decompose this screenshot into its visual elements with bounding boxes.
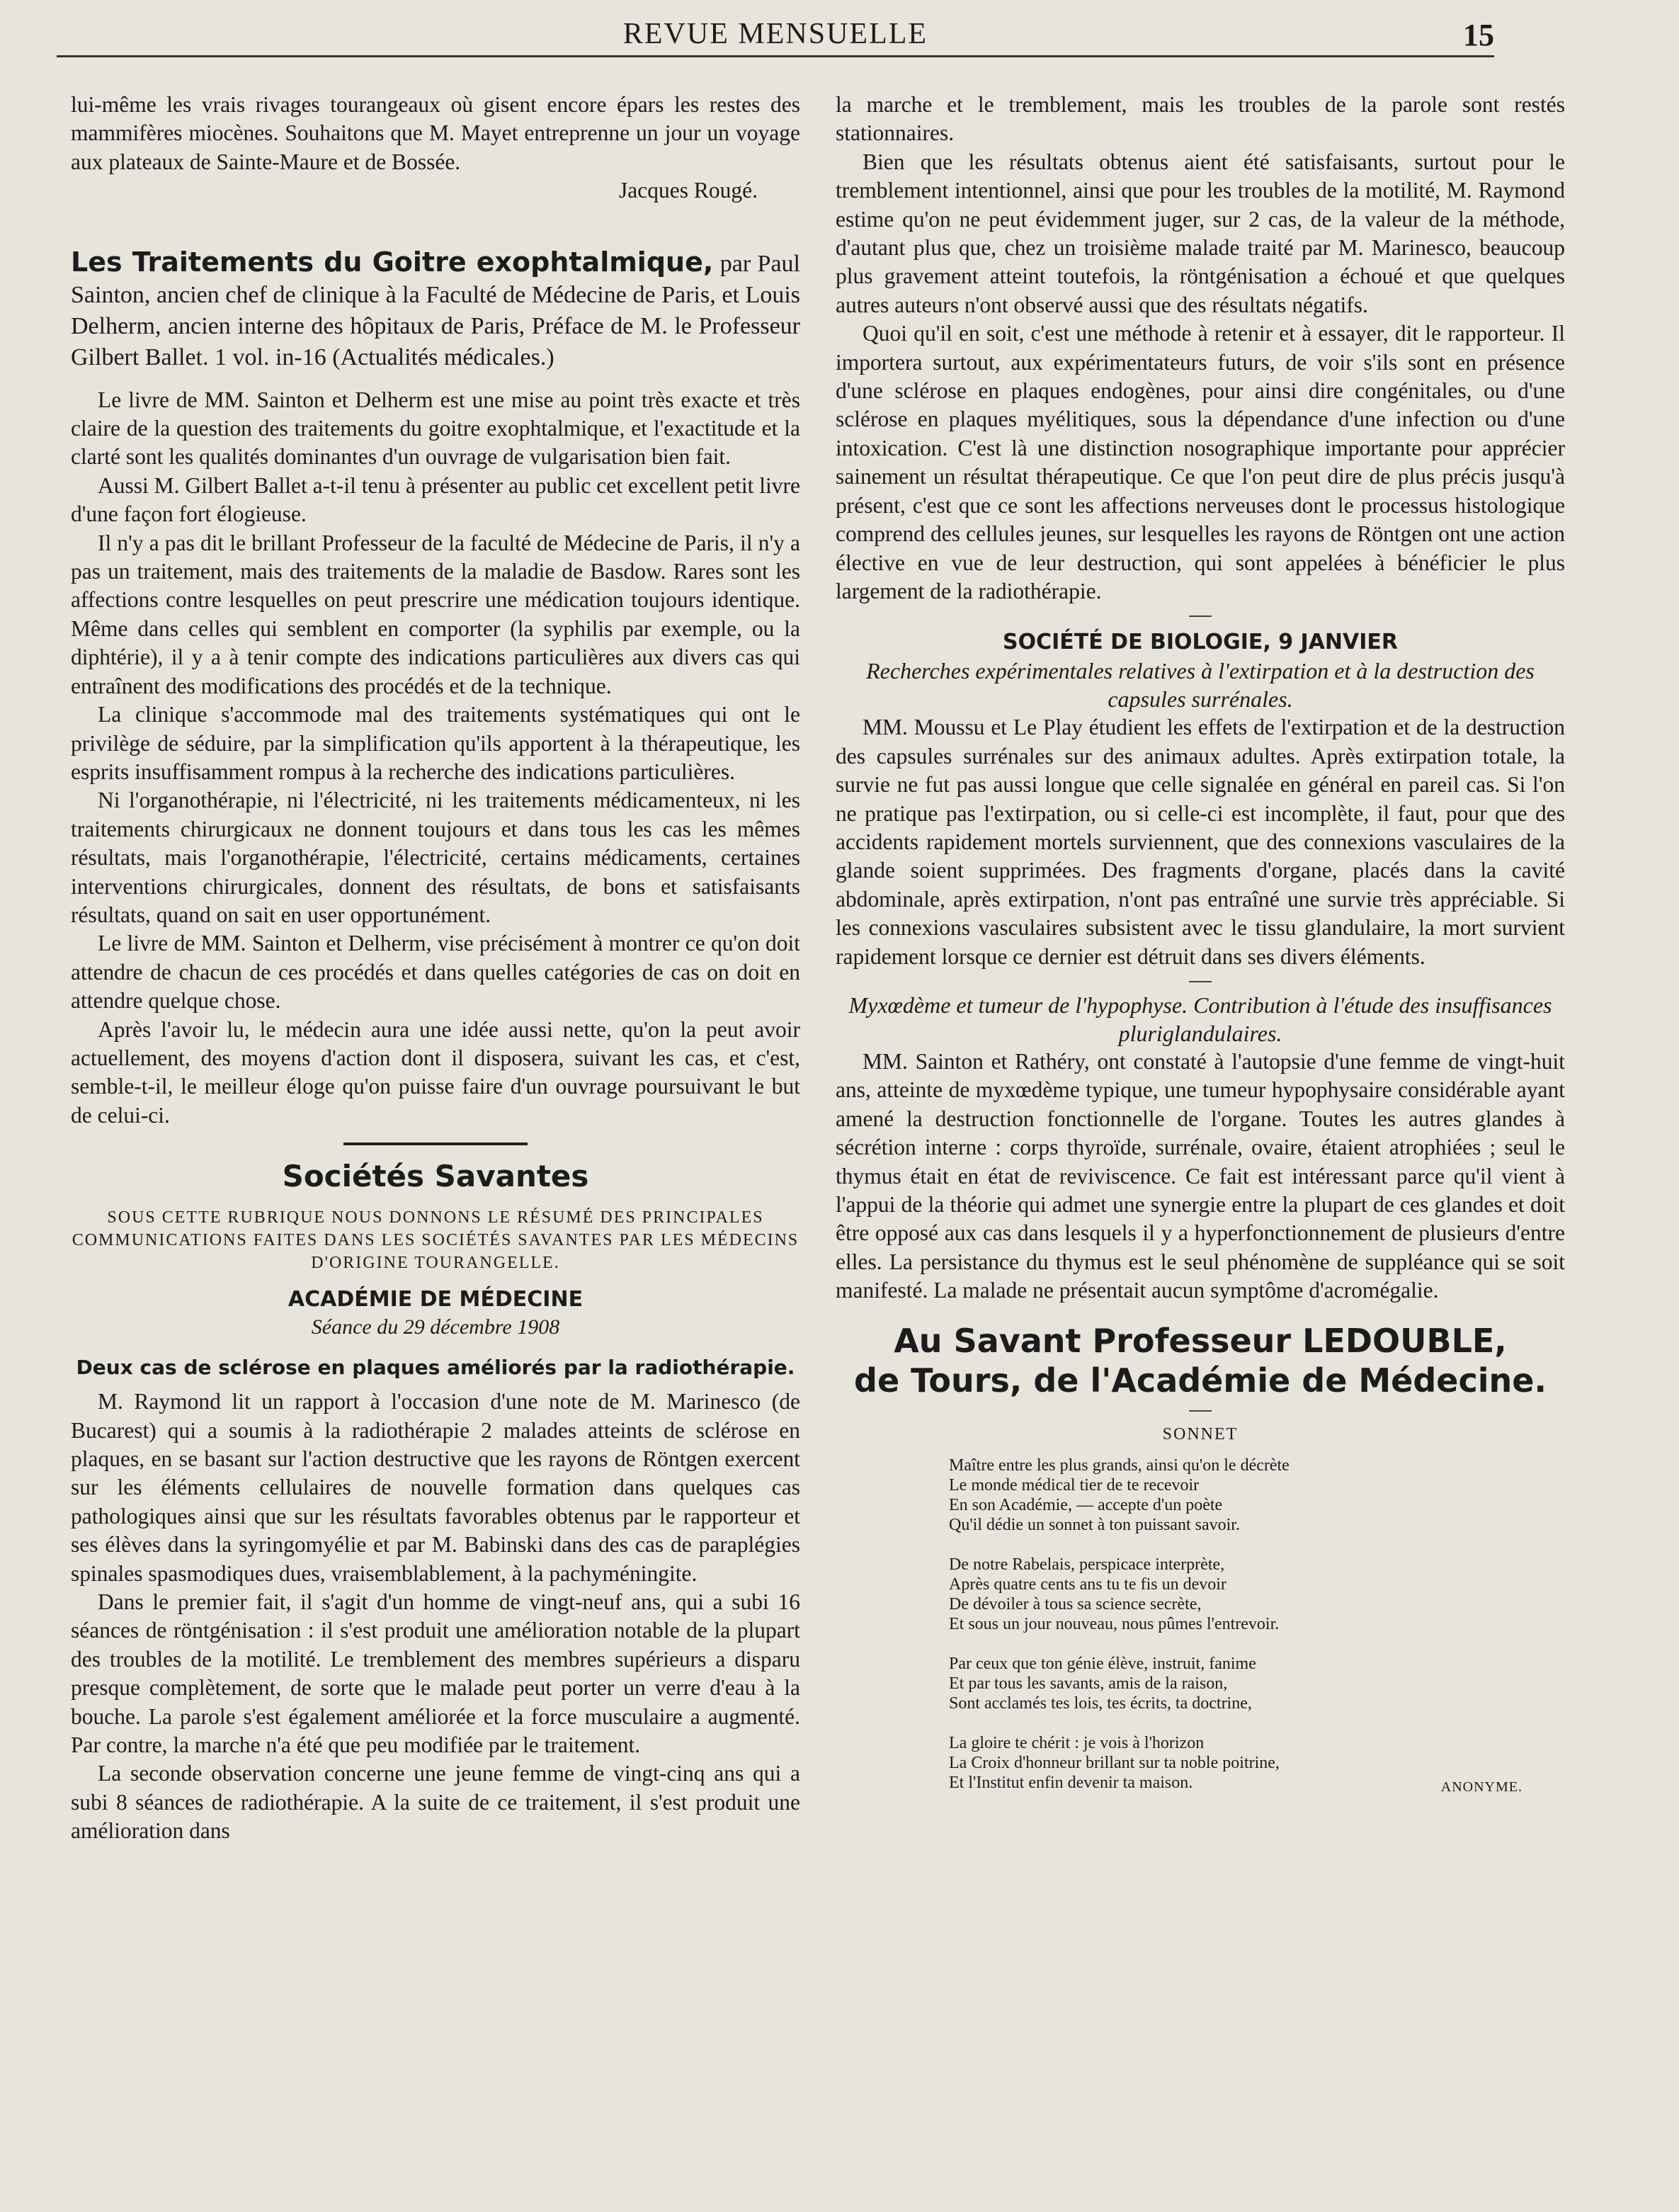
sonnet-line: Maître entre les plus grands, ainsi qu'on le décrète	[949, 1456, 1290, 1475]
article-paragraph: La seconde observation concerne une jeune femme de vingt-cinq ans qui a subi 8 séances de radiothérapie. A la suite de ce traitement, il s'est produit une amélioration dans	[71, 1761, 800, 1844]
rubrique-note: SOUS CETTE RUBRIQUE NOUS DONNONS LE RÉSUMÉ DES PRINCIPALES COMMUNICATIONS FAITES DANS LES SOCIÉTÉS SAVANTES PAR LES MÉDECINS D'ORIGINE TOURANGELLE.	[72, 1208, 799, 1273]
sonnet-line: Le monde médical tier de te recevoir	[949, 1476, 1200, 1495]
sonnet-line: Et par tous les savants, amis de la raison,	[949, 1674, 1228, 1694]
myxoedeme-title: Myxœdème et tumeur de l'hypophyse. Contribution à l'étude des insuffisances pluriglandulaires.	[848, 992, 1552, 1046]
separator-dash	[1189, 1410, 1212, 1412]
book-title-head: Les Traitements du Goitre exophtalmique,	[71, 246, 714, 278]
book-review-title	[71, 246, 800, 373]
biologie-heading: SOCIÉTÉ DE BIOLOGIE, 9 JANVIER	[1002, 630, 1398, 655]
sonnet-line: Et sous un jour nouveau, nous pûmes l'entrevoir.	[949, 1615, 1280, 1634]
sonnet-line: La gloire te chérit : je vois à l'horizon	[949, 1734, 1205, 1753]
sonnet-line: Par ceux que ton génie élève, instruit, fanime	[949, 1655, 1256, 1674]
sonnet-line: En son Académie, — accepte d'un poète	[949, 1496, 1223, 1515]
sonnet-signature: ANONYME.	[1440, 1779, 1523, 1796]
page-number: 15	[1463, 18, 1494, 52]
sonnet-line: Après quatre cents ans tu te fis un devoir	[949, 1575, 1226, 1594]
continuation-paragraph: Bien que les résultats obtenus aient été satisfaisants, surtout pour le tremblement intentionnel, ainsi que pour les troubles de la motilité, M. Raymond estime qu'on ne peut évidemment juger, sur 2 cas, de la valeur de la méthode, d'autant plus que, chez un troisième malade traité par M. Marinesco, beaucoup plus gravement atteint toutefois, la röntgénisation a échoué et que quelques autres auteurs n'ont observé aussi que des résultats négatifs.	[836, 149, 1565, 317]
ledouble-title-line1: Au Savant Professeur LEDOUBLE,	[894, 1321, 1507, 1360]
article-title: Deux cas de sclérose en plaques améliorés par la radiothérapie.	[76, 1356, 795, 1380]
book-title-rest: par Paul Sainton, ancien chef de clinique à la Faculté de Médecine de Paris, et Louis Delherm, ancien interne des hôpitaux de Paris, Préface de M. le Professeur Gilbert Ballet. 1 vol. in-16 (Actualités médicales.)	[71, 250, 801, 370]
article-paragraph: Dans le premier fait, il s'agit d'un homme de vingt-neuf ans, qui a subi 16 séances de röntgénisation : il s'est produit une amélioration notable de la plupart des troubles de la motilité. Le tremblement des membres supérieurs a disparu presque complètement, de sorte que le malade peut porter un verre d'eau à la bouche. La parole s'est également améliorée et la force musculaire a augmenté. Par contre, la marche n'a été que peu modifiée par le traitement.	[71, 1589, 800, 1758]
article-paragraph: M. Raymond lit un rapport à l'occasion d'une note de M. Marinesco (de Bucarest) qui a soumis à la radiothérapie 2 malades atteints de sclérose en plaques, en se basant sur l'action destructive que les rayons de Röntgen exercent sur les éléments cellulaires de nouvelle formation dans quelques cas pathologiques ainsi que sur les résultats favorables obtenus par le rapporteur et ses élèves dans la syringomyélie et par M. Babinski dans des cas de paraplégies spinales spasmodiques dues, vraisemblablement, à la pachyméningite.	[71, 1389, 800, 1586]
book-paragraph: Le livre de MM. Sainton et Delherm, vise précisément à montrer ce qu'on doit attendre de chacun de ces procédés et dans quelles catégories de cas on doit en attendre quelque chose.	[71, 931, 800, 1014]
continuation-paragraph: la marche et le tremblement, mais les troubles de la parole sont restés stationnaires.	[836, 92, 1565, 146]
sonnet-title: SONNET	[1162, 1424, 1239, 1444]
book-paragraph: Après l'avoir lu, le médecin aura une idée aussi nette, qu'on la peut avoir actuellement, des moyens d'action dont il disposera, suivant les cas, et c'est, semble-t-il, le meilleur éloge qu'on puisse faire d'un ouvrage poursuivant le but de celui-ci.	[71, 1016, 800, 1128]
section-rule	[343, 1142, 528, 1145]
sonnet-stanza	[949, 1555, 1565, 1634]
book-paragraph: Aussi M. Gilbert Ballet a-t-il tenu à présenter au public cet excellent petit livre d'une façon fort élogieuse.	[71, 472, 800, 527]
continuation-paragraph: Quoi qu'il en soit, c'est une méthode à retenir et à essayer, dit le rapporteur. Il importera surtout, aux expérimentateurs futurs, de voir s'ils sont en présence d'une sclérose en plaques endogènes, pour ainsi dire congénitales, ou d'une sclérose en plaques myélitiques, sous la dépendance d'une infection ou d'une intoxication. C'est là une distinction nosographique importante pour apprécier sainement un résultat thérapeutique. Ce que l'on peut dire de plus précis jusqu'à présent, c'est que ce sont les affections nerveuses dont le processus histologique comprend des cellules jeunes, sur lesquelles les rayons de Röntgen ont une action élective en vue de leur destruction, qui sont appelées à bénéficier le plus largement de la radiothérapie.	[836, 321, 1565, 603]
separator-dash	[1189, 981, 1212, 982]
biologie-paragraph: MM. Moussu et Le Play étudient les effets de l'extirpation et de la destruction des capsules surrénales sur des animaux adultes. Après extirpation totale, la survie ne fut pas aussi longue que celle signalée en général en pareil cas. Si l'on ne pratique pas l'extirpation, ou si celle-ci est incomplète, il faut, pour que des accidents rapidement mortels surviennent, que des connexions vasculaires de la glande soient supprimées. Des fragments d'organe, placés dans la cavité abdominale, après extirpation, n'ont pas entraîné une survie très appréciable. Si les connexions vasculaires subsistent avec le tissu glandulaire, la mort survient rapidement lorsque ce dernier est détruit dans ses divers éléments.	[836, 715, 1565, 969]
sonnet-line: De notre Rabelais, perspicace interprète,	[949, 1555, 1225, 1575]
book-paragraph: Il n'y a pas dit le brillant Professeur de la faculté de Médecine de Paris, il n'y a pas un traitement, mais des traitements de la maladie de Basdow. Rares sont les affections contre lesquelles on peut prescrire une médication toujours identique. Même dans celles qui semblent en comporter (la syphilis par exemple, ou la diphtérie), il y a à tenir compte des indications particulières aux divers cas qui entraînent des modifications des procédés et de la technique.	[71, 530, 800, 698]
sonnet-stanza	[949, 1456, 1565, 1535]
academie-heading: ACADÉMIE DE MÉDECINE	[288, 1287, 584, 1312]
sonnet-line: Qu'il dédie un sonnet à ton puissant savoir.	[949, 1516, 1240, 1535]
sonnet-line: Sont acclamés tes lois, tes écrits, ta doctrine,	[949, 1694, 1252, 1713]
sonnet-line: Et l'Institut enfin devenir ta maison.	[949, 1774, 1193, 1793]
separator-dash	[1189, 616, 1212, 617]
book-paragraph: Le livre de MM. Sainton et Delherm est une mise au point très exacte et très claire de la question des traitements du goitre exophtalmique, et l'exactitude et la clarté sont les qualités dominantes d'un ouvrage de vulgarisation bien fait.	[71, 387, 800, 470]
sonnet-line: De dévoiler à tous sa science secrète,	[949, 1595, 1202, 1614]
academie-date: Séance du 29 décembre 1908	[311, 1315, 560, 1339]
ledouble-title-line2: de Tours, de l'Académie de Médecine.	[854, 1361, 1547, 1400]
left-column	[71, 91, 800, 1846]
biologie-title: Recherches expérimentales relatives à l'extirpation et à la destruction des capsules surrénales.	[866, 658, 1535, 713]
book-paragraph: La clinique s'accommode mal des traitements systématiques qui ont le privilège de séduire, par la simplification qu'ils apportent à la thérapeutique, les esprits insuffisamment rompus à la recherche des indications particulières.	[71, 702, 800, 784]
page-header	[57, 13, 1494, 57]
journal-title: REVUE MENSUELLE	[622, 18, 928, 50]
signature: Jacques Rougé.	[619, 178, 758, 203]
sonnet	[949, 1456, 1565, 1793]
right-column	[836, 91, 1565, 1801]
book-paragraph: Ni l'organothérapie, ni l'électricité, ni les traitements médicamenteux, ni les traitements chirurgicaux ne donnent toujours et dans tous les cas les mêmes résultats, mais l'organothérapie, l'électricité, certains médicaments, certaines interventions chirurgicales, donnent des résultats, de bons et satisfaisants résultats, quand on sait en user opportunément.	[71, 788, 800, 927]
myxoedeme-paragraph: MM. Sainton et Rathéry, ont constaté à l'autopsie d'une femme de vingt-huit ans, atteinte de myxœdème typique, une tumeur hypophysaire considérable ayant amené la destruction fonctionnelle de l'organe. Toutes les autres glandes à sécrétion interne : corps thyroïde, surrénale, ovaire, étaient atrophiées ; seul le thymus était en état de reviviscence. Ce fait est intéressant parce qu'il vient à l'appui de la théorie qui admet une synergie entre la plupart de ces glandes et doit être opposé aux cas dans lesquels il y a hyperfonctionnement de plusieurs d'entre elles. La persistance du thymus est le seul phénomène de suppléance qui se soit manifesté. La malade ne présentait aucun symptôme d'acromégalie.	[836, 1048, 1565, 1303]
sonnet-line: La Croix d'honneur brillant sur ta noble poitrine,	[949, 1754, 1280, 1773]
societes-title: Sociétés Savantes	[282, 1159, 589, 1194]
intro-paragraph: lui-même les vrais rivages tourangeaux où gisent encore épars les restes des mammifères miocènes. Souhaitons que M. Mayet entreprenne un jour un voyage aux plateaux de Sainte-Maure et de Bossée.	[71, 92, 800, 174]
sonnet-stanza	[949, 1654, 1565, 1713]
